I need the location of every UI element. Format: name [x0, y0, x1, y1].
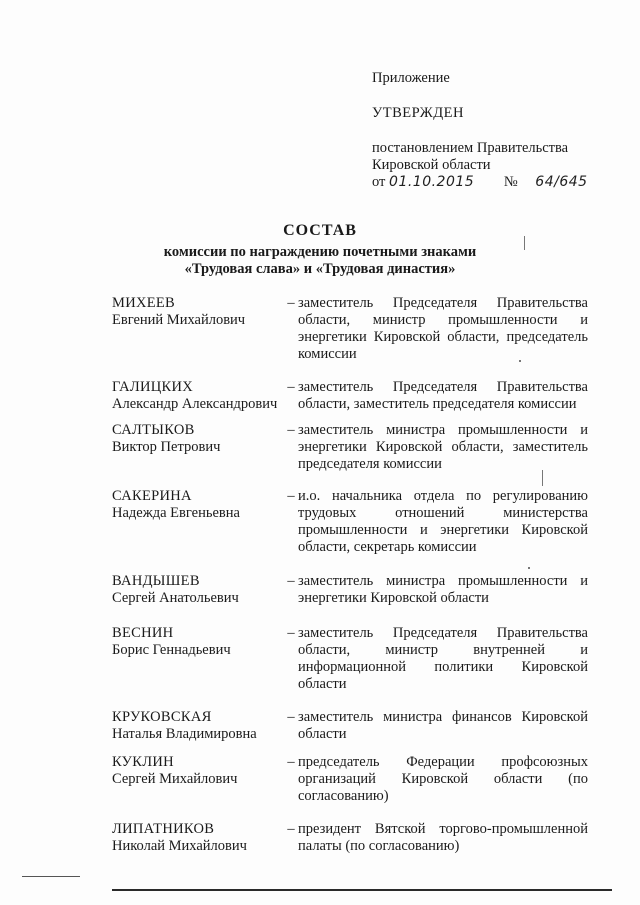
member-surname: САЛТЫКОВ [112, 422, 195, 438]
dash-separator: – [287, 625, 295, 641]
member-role: заместитель министра промышленности и энергетики Кировской области [298, 573, 588, 606]
dash-separator: – [287, 422, 295, 438]
decree-line-1: постановлением Правительства [372, 140, 569, 156]
scan-speck [519, 360, 521, 362]
member-role: заместитель министра промышленности и энергетики Кировской области, заместитель председателя комиссии [298, 422, 588, 472]
member-row [112, 379, 588, 413]
member-name [112, 821, 284, 855]
from-label: от [372, 174, 386, 190]
dash-separator: – [287, 488, 295, 504]
approved-label: УТВЕРЖДЕН [372, 105, 464, 121]
number-label: № [503, 174, 518, 190]
member-given-names: Николай Михайлович [112, 838, 247, 854]
member-name [112, 573, 284, 607]
scan-speck [542, 470, 543, 486]
member-name [112, 488, 284, 522]
member-role: заместитель министра финансов Кировской области [298, 709, 588, 742]
member-given-names: Сергей Михайлович [112, 771, 238, 787]
member-name [112, 709, 284, 743]
scan-speck [524, 236, 525, 250]
member-given-names: Сергей Анатольевич [112, 590, 239, 606]
member-row [112, 821, 588, 855]
member-surname: ВАНДЫШЕВ [112, 573, 200, 589]
member-role: заместитель Председателя Правительства области, министр внутренней и информационной политики Кировской области [298, 625, 588, 692]
member-name [112, 754, 284, 788]
member-name [112, 625, 284, 659]
dash-separator: – [287, 821, 295, 837]
member-surname: МИХЕЕВ [112, 295, 176, 311]
member-name [112, 295, 284, 329]
member-row [112, 754, 588, 805]
scan-edge-mark [22, 876, 80, 877]
member-name [112, 379, 284, 413]
title-line-1: комиссии по награждению почетными знаками [163, 244, 477, 260]
dash-separator: – [287, 379, 295, 395]
member-surname: КУКЛИН [112, 754, 174, 770]
title-line-2: «Трудовая слава» и «Трудовая династия» [184, 261, 456, 277]
member-row [112, 709, 588, 743]
handwritten-date: 01.10.2015 [389, 174, 475, 190]
decree-line-2: Кировской области [372, 157, 491, 173]
approval-block [372, 70, 588, 191]
dash-separator: – [287, 754, 295, 770]
member-given-names: Надежда Евгеньевна [112, 505, 240, 521]
member-role: заместитель Председателя Правительства области, заместитель председателя комиссии [298, 379, 588, 412]
member-role: заместитель Председателя Правительства области, министр промышленности и энергетики Кировской области, председатель комиссии [298, 295, 588, 362]
document-title [0, 222, 640, 278]
member-given-names: Евгений Михайлович [112, 312, 246, 328]
scan-speck [528, 567, 530, 569]
member-given-names: Наталья Владимировна [112, 726, 257, 742]
member-row [112, 573, 588, 607]
dash-separator: – [287, 295, 295, 311]
member-role: председатель Федерации профсоюзных организаций Кировской области (по согласованию) [298, 754, 588, 804]
member-given-names: Александр Александрович [112, 396, 278, 412]
member-name [112, 422, 284, 456]
member-role: президент Вятской торгово-промышленной палаты (по согласованию) [298, 821, 588, 854]
handwritten-number: 64/645 [535, 174, 588, 190]
dash-separator: – [287, 573, 295, 589]
member-surname: КРУКОВСКАЯ [112, 709, 212, 725]
member-surname: ВЕСНИН [112, 625, 174, 641]
footer-rule [112, 889, 612, 891]
member-role: и.о. начальника отдела по регулированию трудовых отношений министерства промышленности и энергетики Кировской области, секретарь комиссии [298, 488, 588, 555]
member-surname: ГАЛИЦКИХ [112, 379, 194, 395]
decree-date-number [372, 174, 588, 191]
member-given-names: Виктор Петрович [112, 439, 221, 455]
title-main: СОСТАВ [283, 222, 357, 239]
dash-separator: – [287, 709, 295, 725]
member-given-names: Борис Геннадьевич [112, 642, 231, 658]
appendix-label: Приложение [372, 70, 450, 86]
member-row [112, 422, 588, 473]
members-list [112, 295, 588, 855]
member-surname: САКЕРИНА [112, 488, 192, 504]
member-surname: ЛИПАТНИКОВ [112, 821, 215, 837]
member-row [112, 488, 588, 556]
member-row [112, 295, 588, 363]
member-row [112, 625, 588, 693]
